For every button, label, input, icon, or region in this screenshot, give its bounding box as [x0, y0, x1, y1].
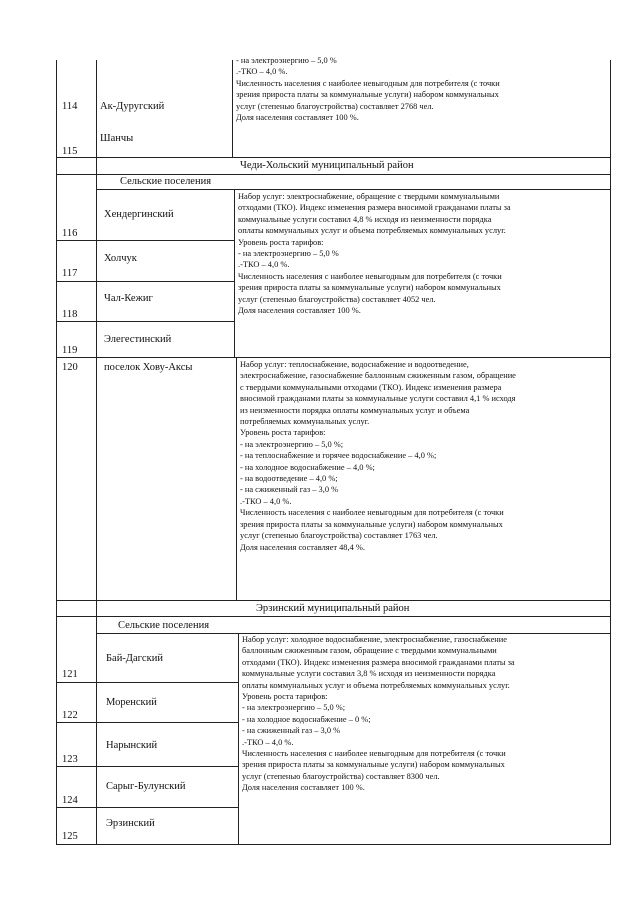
- settlement-name: Шанчы: [100, 133, 134, 144]
- text-line: - на холодное водоснабжение – 4,0 %;: [240, 462, 375, 472]
- tariff-description: [238, 191, 511, 316]
- settlement-name: Ак-Дуругский: [100, 101, 165, 112]
- text-line: Доля населения составляет 100 %.: [236, 113, 359, 123]
- settlement-name: Нарынский: [106, 740, 158, 751]
- text-line: оплаты коммунальных услуг и объема потребляемых коммунальных услуг.: [242, 680, 510, 690]
- text-line: Набор услуг: холодное водоснабжение, электроснабжение, газоснабжение: [242, 635, 507, 644]
- text-line: - на сжиженный газ – 3,0 %: [240, 485, 339, 495]
- col-separator-erzin: [238, 633, 239, 844]
- text-line: - на сжиженный газ – 3,0 %: [242, 726, 341, 736]
- text-line: .-ТКО – 4,0 %.: [238, 260, 290, 270]
- settlement-name: Холчук: [104, 253, 137, 264]
- row-line: [56, 174, 611, 175]
- row-line: [56, 357, 611, 358]
- text-line: Набор услуг: теплоснабжение, водоснабжение и водоотведение,: [240, 360, 469, 369]
- table-border-right: [610, 60, 611, 844]
- text-line: услуг (степенью благоустройства) составляет 2768 чел.: [236, 101, 434, 111]
- row-line: [56, 722, 239, 723]
- text-line: коммунальные услуги составил 3,8 % исходя из неизменности порядка: [242, 669, 496, 679]
- text-line: - на электроэнергию – 5,0 %;: [242, 703, 346, 713]
- row-line: [56, 766, 239, 767]
- text-line: услуг (степенью благоустройства) составляет 1763 чел.: [240, 531, 438, 541]
- text-line: отходами (ТКО). Индекс изменения размера вносимой гражданами платы за: [238, 203, 511, 213]
- subheader: Сельские поселения: [118, 620, 210, 631]
- settlement-name: Чал-Кежиг: [104, 293, 153, 304]
- row-number: 119: [62, 345, 78, 356]
- row-number: 118: [62, 309, 78, 320]
- text-line: услуг (степенью благоустройства) составляет 8300 чел.: [242, 771, 440, 781]
- row-line: [96, 189, 611, 190]
- settlement-name: Сарыг-Булунский: [106, 781, 186, 792]
- text-line: Уровень роста тарифов:: [242, 692, 328, 702]
- text-line: зрения прироста платы за коммунальные услуги) набором коммунальных: [240, 519, 503, 529]
- text-line: Доля населения составляет 100 %.: [238, 306, 361, 316]
- row-line: [56, 682, 239, 683]
- settlement-name: Моренский: [106, 697, 157, 708]
- row-line: [56, 616, 611, 617]
- row-number: 124: [62, 795, 78, 806]
- text-line: .-ТКО – 4,0 %.: [242, 737, 294, 747]
- row-number: 114: [62, 101, 78, 112]
- text-line: отходами (ТКО). Индекс изменения размера вносимой гражданами платы за: [242, 657, 515, 667]
- text-line: Доля населения составляет 48,4 %.: [240, 542, 365, 552]
- text-line: потребляемых коммунальных услуг.: [240, 417, 370, 427]
- text-line: - на холодное водоснабжение – 0 %;: [242, 714, 371, 724]
- text-line: с твердыми коммунальными отходами (ТКО). Индекс изменения размера: [240, 382, 502, 392]
- row-number: 115: [62, 146, 78, 157]
- text-line: - на водоотведение – 4,0 %;: [240, 474, 338, 484]
- text-line: зрения прироста платы за коммунальные услуги) набором коммунальных: [236, 90, 499, 100]
- table-border-bottom: [56, 844, 611, 845]
- tariff-description: [240, 359, 516, 553]
- text-line: Набор услуг: электроснабжение, обращение с твердыми коммунальными: [238, 192, 500, 201]
- text-line: баллонным сжиженным газом, обращение с твердыми коммунальными: [242, 646, 497, 656]
- table-border-left: [56, 60, 57, 844]
- text-line: Численность населения с наиболее невыгодным для потребителя (с точки: [238, 271, 502, 281]
- row-line: [56, 600, 611, 601]
- col-separator-num: [96, 60, 97, 844]
- text-line: зрения прироста платы за коммунальные услуги) набором коммунальных: [238, 283, 501, 293]
- row-number: 120: [62, 362, 78, 373]
- text-line: из неизменности порядка оплаты коммунальных услуг и объема: [240, 405, 470, 415]
- text-line: - на электроэнергию – 5,0 %: [236, 56, 337, 65]
- text-line: Численность населения с наиболее невыгодным для потребителя (с точки: [240, 508, 504, 518]
- row-line: [56, 281, 235, 282]
- row-line: [56, 157, 611, 158]
- text-line: Доля населения составляет 100 %.: [242, 783, 365, 793]
- text-line: .-ТКО – 4,0 %.: [236, 67, 288, 77]
- tariff-description: [236, 55, 500, 123]
- text-line: услуг (степенью благоустройства) составляет 4052 чел.: [238, 294, 436, 304]
- settlement-name: Эрзинский: [106, 818, 155, 829]
- district-title: Чеди-Хольский муниципальный район: [240, 160, 414, 171]
- text-line: Уровень роста тарифов:: [238, 237, 324, 247]
- settlement-name: Элегестинский: [104, 334, 172, 345]
- text-line: Численность населения с наиболее невыгодным для потребителя (с точки: [236, 78, 500, 88]
- settlement-name: Хендергинский: [104, 209, 174, 220]
- text-line: - на электроэнергию – 5,0 %: [238, 249, 339, 259]
- row-number: 123: [62, 754, 78, 765]
- text-line: вносимой гражданами платы за коммунальные услуги составил 4,1 % исходя: [240, 394, 516, 404]
- col-separator-chedi: [234, 189, 235, 357]
- text-line: электроснабжение, газоснабжение баллонным сжиженным газом, обращение: [240, 371, 516, 381]
- row-line: [56, 321, 235, 322]
- text-line: .-ТКО – 4,0 %.: [240, 496, 292, 506]
- row-number: 122: [62, 710, 78, 721]
- text-line: коммунальные услуги составил 4,8 % исходя из неизменности порядка: [238, 214, 492, 224]
- district-title: Эрзинский муниципальный район: [256, 603, 410, 614]
- tariff-description: [242, 634, 515, 794]
- row-number: 116: [62, 228, 78, 239]
- settlement-name: Бай-Дагский: [106, 653, 163, 664]
- col-separator-top: [232, 60, 233, 157]
- settlement-name: поселок Хову-Аксы: [104, 362, 193, 373]
- text-line: зрения прироста платы за коммунальные услуги) набором коммунальных: [242, 760, 505, 770]
- subheader: Сельские поселения: [120, 176, 212, 187]
- text-line: Уровень роста тарифов:: [240, 428, 326, 438]
- row-number: 117: [62, 268, 78, 279]
- row-number: 125: [62, 831, 78, 842]
- row-line: [56, 240, 235, 241]
- text-line: Численность населения с наиболее невыгодным для потребителя (с точки: [242, 749, 506, 759]
- row-number: 121: [62, 669, 78, 680]
- col-separator-khovu: [236, 357, 237, 600]
- text-line: - на теплоснабжение и горячее водоснабжение – 4,0 %;: [240, 451, 437, 461]
- text-line: - на электроэнергию – 5,0 %;: [240, 439, 344, 449]
- row-line: [56, 807, 239, 808]
- text-line: оплаты коммунальных услуг и объема потребляемых коммунальных услуг.: [238, 226, 506, 236]
